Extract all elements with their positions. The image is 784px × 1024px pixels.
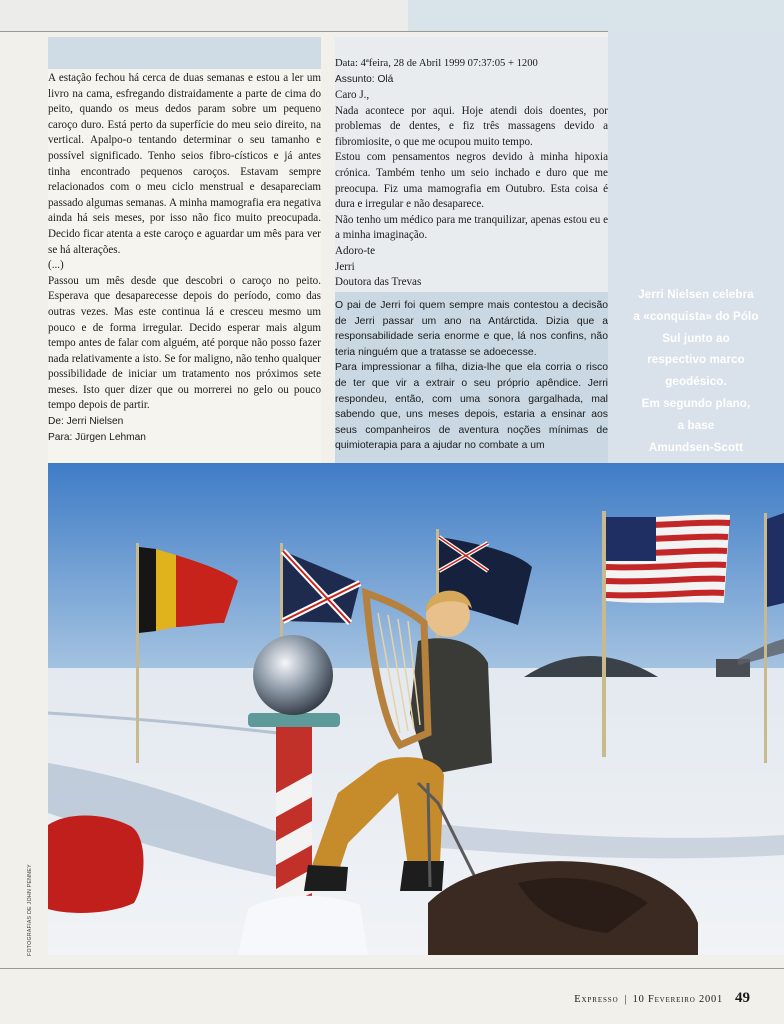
letter-line: Doutora das Trevas [335, 276, 422, 289]
letter-line: Jerri [335, 260, 355, 273]
flag-pole [602, 511, 606, 757]
caption-line: Sul junto ao [662, 331, 730, 345]
top-band-left [0, 0, 408, 31]
paragraph: Para impressionar a filha, dizia-lhe que ela corria o risco de ter que vir a extrair o seu próprio apêndice. Jerri respondeu, então, com uma sonora gargalhada, mal sabendo que, uns meses depois, estaria a ensinar aos seus companheiros de aventura noções mínimas de quimioterapia para a ajudar no combate a um [335, 362, 608, 452]
south-pole-photo [48, 463, 784, 955]
letter-line: Adoro-te [335, 244, 376, 257]
photo-credit: FOTOGRAFIAS DE JOHN PENNEY [27, 864, 33, 956]
email-header [335, 56, 608, 87]
snow-mound [238, 896, 368, 955]
letter-line: Não tenho um médico para me tranquilizar, apenas estou eu e a minha imaginação. [335, 213, 608, 242]
paragraph: (...) [48, 259, 64, 272]
paragraph: A estação fechou há cerca de duas semanas e estou a ler um livro na cama, esfregando distraidamente a parte de cima do peito, quando os meus dedos param sobre um pequeno caroço duro. Está perto da superfície do meu seio direito, na vertical. Apalpo-o tentando determinar o seu tamanho e possível significado. Tenho seios fibro-císticos e já antes tinha encontrado pequenos caroços. Estavam sempre relacionados com o meu ciclo menstrual e desapareciam passado algumas semanas. A minha mamografia era negativa ainda há seis meses, por isso não fico muito preocupada. Decido ficar atenta a este caroço e aguardar um mês para ver se há alterações. [48, 72, 321, 256]
top-band-right [408, 0, 784, 31]
email-date-line: Data: 4ªfeira, 28 de Abril 1999 07:37:05 + 1200 [335, 58, 538, 69]
flag [156, 549, 176, 631]
letter-line: Nada acontece por aqui. Hoje atendi dois doentes, por problemas de dentes, e fiz três massagens devido a fibromiosite, o que me ocupou muito tempo. [335, 104, 608, 148]
email-from-line: De: Jerri Nielsen [48, 416, 124, 428]
red-bag [48, 815, 144, 912]
article-body [335, 298, 608, 454]
footer-separator: | [624, 994, 627, 1005]
flag [139, 547, 156, 633]
letter-line: Estou com pensamentos negros devido à minha hipoxia crónica. Também tenho um seio inchado e duro que me preocupa. Fiz uma mamografia em Outubro. Esta coisa é dura e irregular e não desaparece. [335, 151, 608, 211]
email-to-line: Para: Jürgen Lehman [48, 431, 146, 443]
flag [767, 513, 784, 607]
marker-plate [248, 713, 340, 727]
paragraph: O pai de Jerri foi quem sempre mais contestou a decisão de Jerri passar um ano na Antárctida. Dizia que a responsabilidade seria enorme e que, lá nos confins, não teria ninguém que a tratasse se adoecesse. [335, 300, 608, 358]
flag-usa [606, 515, 730, 603]
caption-line: Em segundo plano, [641, 396, 751, 410]
bottom-rule [0, 968, 784, 969]
email-subject-line: Assunto: Olá [335, 73, 394, 85]
paragraph: Passou um mês desde que descobri o caroço no peito. Esperava que desaparecesse depois do período, como das outras vezes. Mas este continua lá e cresceu mesmo um pouco e de forma irregular. Decido esperar mais algum tempo antes de falar com alguém, até porque não posso fazer nada relativamente a isto. Se for maligno, não tenho qualquer possibilidade de iniciar um tratamento nos próximos sete meses. Isto quer dizer que ou morrerei no gelo ou pouco tempo depois de partir. [48, 274, 321, 412]
left-column-text [48, 71, 321, 445]
photo-illustration [48, 463, 784, 955]
caption-line: Amundsen-Scott [648, 440, 744, 454]
caption-line: geodésico. [665, 375, 727, 389]
issue-date: 10 Fevereiro 2001 [632, 994, 723, 1005]
magazine-name: Expresso [574, 994, 619, 1005]
page-number: 49 [735, 990, 750, 1006]
flag-pole [764, 513, 767, 763]
email-letter [335, 88, 608, 291]
caption-line: a «conquista» do Pólo [633, 309, 759, 323]
caption-line: Jerri Nielsen celebra [638, 288, 754, 301]
photo-caption [614, 284, 778, 458]
mirror-ball [253, 635, 333, 715]
letter-line: Caro J., [335, 89, 370, 101]
flag-pole [136, 543, 139, 763]
caption-line: a base [677, 418, 715, 432]
caption-line: respectivo marco [647, 353, 745, 367]
page-footer [574, 990, 750, 1007]
left-column-tint [48, 37, 321, 69]
